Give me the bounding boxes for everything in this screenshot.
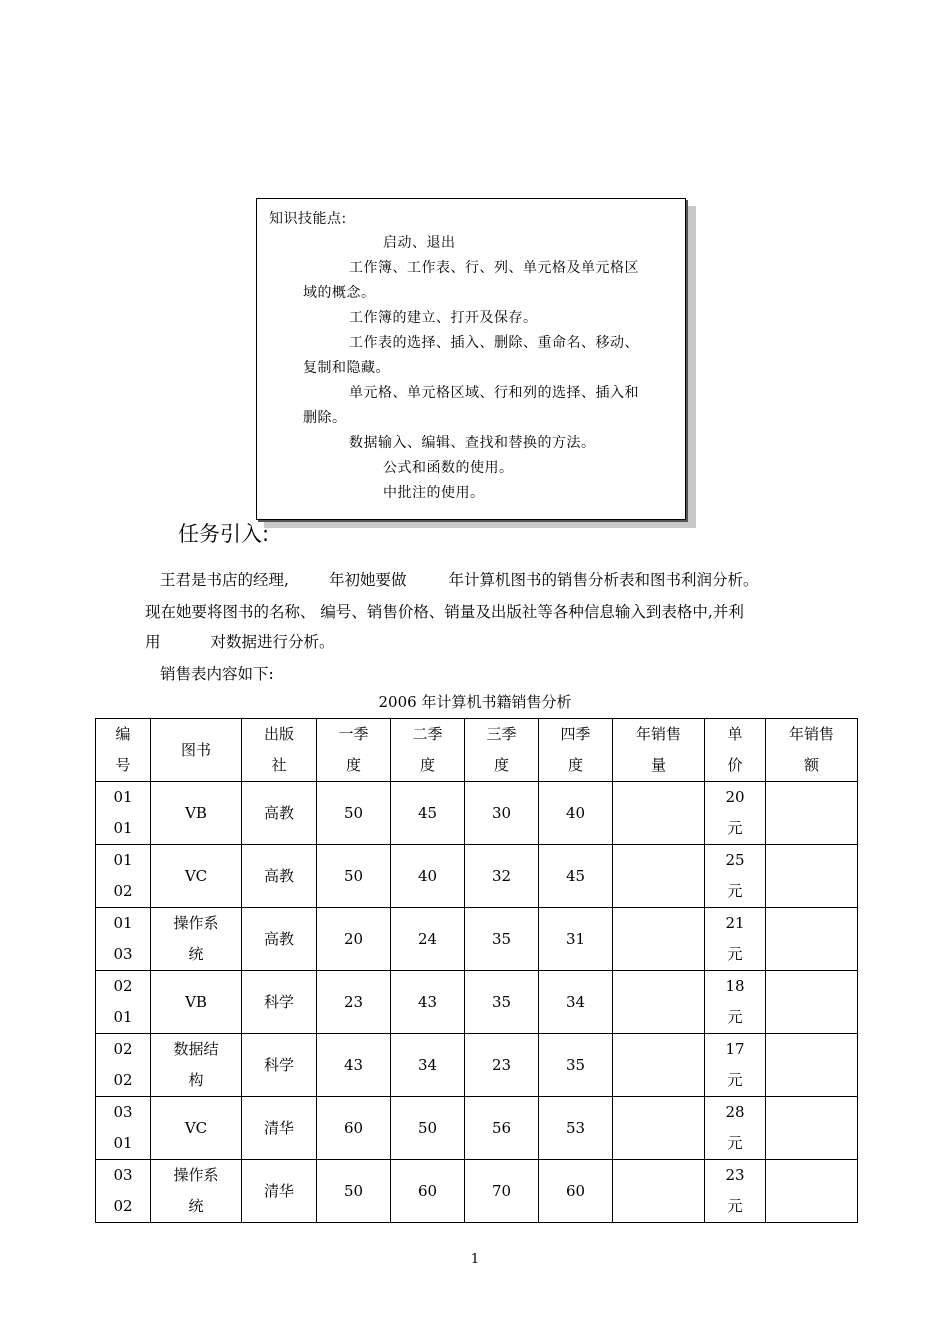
table-header-cell: 单 价 [705, 719, 766, 782]
table-row [96, 782, 858, 845]
table-cell-price: 25 元 [705, 845, 766, 908]
paragraph-text: 用 [145, 633, 161, 651]
knowledge-line: 工作簿的建立、打开及保存。 [349, 310, 538, 326]
table-cell-id: 02 02 [96, 1034, 151, 1097]
table-cell-q3: 30 [465, 782, 539, 845]
table-cell-annual-amount [766, 908, 858, 971]
table-cell-publisher: 科学 [242, 971, 317, 1034]
table-cell-id: 01 01 [96, 782, 151, 845]
paragraph-text: 年计算机图书的销售分析表和图书利润分析。 [448, 571, 759, 589]
table-cell-q2: 43 [391, 971, 465, 1034]
paragraph-line-3 [145, 632, 335, 652]
table-cell-annual-qty [613, 1034, 705, 1097]
table-cell-q1: 43 [317, 1034, 391, 1097]
sales-table [95, 718, 858, 1223]
table-cell-publisher: 高教 [242, 908, 317, 971]
section-heading: 任务引入: [178, 522, 270, 546]
table-header-cell: 三季 度 [465, 719, 539, 782]
table-cell-annual-amount [766, 971, 858, 1034]
paragraph-text: 对数据进行分析。 [210, 633, 335, 651]
table-cell-q4: 34 [539, 971, 613, 1034]
table-cell-id: 01 02 [96, 845, 151, 908]
table-cell-publisher: 高教 [242, 845, 317, 908]
table-cell-q1: 23 [317, 971, 391, 1034]
table-header-cell: 出版 社 [242, 719, 317, 782]
table-cell-q4: 60 [539, 1160, 613, 1223]
table-cell-price: 17 元 [705, 1034, 766, 1097]
table-cell-book: VB [151, 782, 242, 845]
table-cell-book: VB [151, 971, 242, 1034]
table-cell-price: 20 元 [705, 782, 766, 845]
knowledge-line: 单元格、单元格区域、行和列的选择、插入和 [349, 385, 639, 401]
table-cell-q2: 45 [391, 782, 465, 845]
table-cell-publisher: 清华 [242, 1097, 317, 1160]
table-row [96, 1034, 858, 1097]
table-header-row [96, 719, 858, 782]
table-cell-q1: 20 [317, 908, 391, 971]
table-cell-book: VC [151, 845, 242, 908]
table-header-cell: 图书 [151, 719, 242, 782]
table-cell-annual-qty [613, 782, 705, 845]
table-cell-annual-qty [613, 971, 705, 1034]
table-row [96, 971, 858, 1034]
table-cell-price: 23 元 [705, 1160, 766, 1223]
knowledge-line: 删除。 [303, 410, 347, 426]
table-cell-q2: 34 [391, 1034, 465, 1097]
table-cell-price: 18 元 [705, 971, 766, 1034]
chapter-title [312, 122, 592, 147]
table-cell-annual-amount [766, 1160, 858, 1223]
knowledge-line: 中批注的使用。 [383, 485, 485, 501]
table-header-cell: 年销售 额 [766, 719, 858, 782]
table-cell-q3: 35 [465, 908, 539, 971]
table-cell-q3: 32 [465, 845, 539, 908]
table-cell-id: 02 01 [96, 971, 151, 1034]
table-cell-id: 01 03 [96, 908, 151, 971]
table-cell-price: 28 元 [705, 1097, 766, 1160]
table-cell-annual-amount [766, 1097, 858, 1160]
table-cell-annual-qty [613, 1097, 705, 1160]
knowledge-line: 复制和隐藏。 [303, 360, 390, 376]
table-header-cell: 四季 度 [539, 719, 613, 782]
table-cell-q3: 23 [465, 1034, 539, 1097]
table-cell-q3: 70 [465, 1160, 539, 1223]
table-row [96, 908, 858, 971]
table-cell-publisher: 清华 [242, 1160, 317, 1223]
table-row [96, 1160, 858, 1223]
table-cell-q2: 40 [391, 845, 465, 908]
table-cell-publisher: 高教 [242, 782, 317, 845]
table-cell-book: VC [151, 1097, 242, 1160]
table-cell-price: 21 元 [705, 908, 766, 971]
table-header-cell: 一季 度 [317, 719, 391, 782]
table-cell-annual-amount [766, 782, 858, 845]
table-cell-q4: 31 [539, 908, 613, 971]
table-header-cell: 编 号 [96, 719, 151, 782]
page-number: 1 [470, 1252, 480, 1267]
paragraph-line-4: 销售表内容如下: [160, 665, 274, 683]
table-cell-q4: 40 [539, 782, 613, 845]
table-cell-book: 操作系 统 [151, 908, 242, 971]
table-cell-annual-amount [766, 1034, 858, 1097]
table-cell-q1: 60 [317, 1097, 391, 1160]
knowledge-box [256, 198, 686, 520]
table-cell-q4: 35 [539, 1034, 613, 1097]
table-cell-annual-amount [766, 845, 858, 908]
table-cell-annual-qty [613, 908, 705, 971]
paragraph-text: 王君是书店的经理, [160, 571, 289, 589]
knowledge-line: 域的概念。 [303, 285, 376, 301]
knowledge-line: 数据输入、编辑、查找和替换的方法。 [349, 435, 596, 451]
table-row [96, 845, 858, 908]
table-cell-q1: 50 [317, 782, 391, 845]
table-cell-q1: 50 [317, 845, 391, 908]
table-cell-book: 操作系 统 [151, 1160, 242, 1223]
table-cell-q3: 56 [465, 1097, 539, 1160]
table-cell-id: 03 01 [96, 1097, 151, 1160]
table-cell-annual-qty [613, 845, 705, 908]
table-cell-q1: 50 [317, 1160, 391, 1223]
knowledge-line: 工作表的选择、插入、删除、重命名、移动、 [349, 335, 639, 351]
table-cell-q2: 24 [391, 908, 465, 971]
table-cell-q2: 50 [391, 1097, 465, 1160]
table-header-cell: 年销售 量 [613, 719, 705, 782]
table-cell-q2: 60 [391, 1160, 465, 1223]
knowledge-line: 公式和函数的使用。 [383, 460, 514, 476]
knowledge-heading: 知识技能点: [269, 211, 347, 227]
paragraph-line-1 [160, 570, 758, 590]
table-cell-q4: 53 [539, 1097, 613, 1160]
table-cell-publisher: 科学 [242, 1034, 317, 1097]
paragraph-line-2: 现在她要将图书的名称、 编号、销售价格、销量及出版社等各种信息输入到表格中,并利 [145, 603, 744, 621]
table-cell-id: 03 02 [96, 1160, 151, 1223]
table-cell-q4: 45 [539, 845, 613, 908]
table-caption: 2006 年计算机书籍销售分析 [378, 693, 572, 711]
table-row [96, 1097, 858, 1160]
table-header-cell: 二季 度 [391, 719, 465, 782]
table-cell-annual-qty [613, 1160, 705, 1223]
knowledge-line: 启动、退出 [383, 235, 456, 251]
table-cell-book: 数据结 构 [151, 1034, 242, 1097]
paragraph-text: 年初她要做 [328, 571, 407, 589]
table-cell-q3: 35 [465, 971, 539, 1034]
knowledge-line: 工作簿、工作表、行、列、单元格及单元格区 [349, 260, 639, 276]
